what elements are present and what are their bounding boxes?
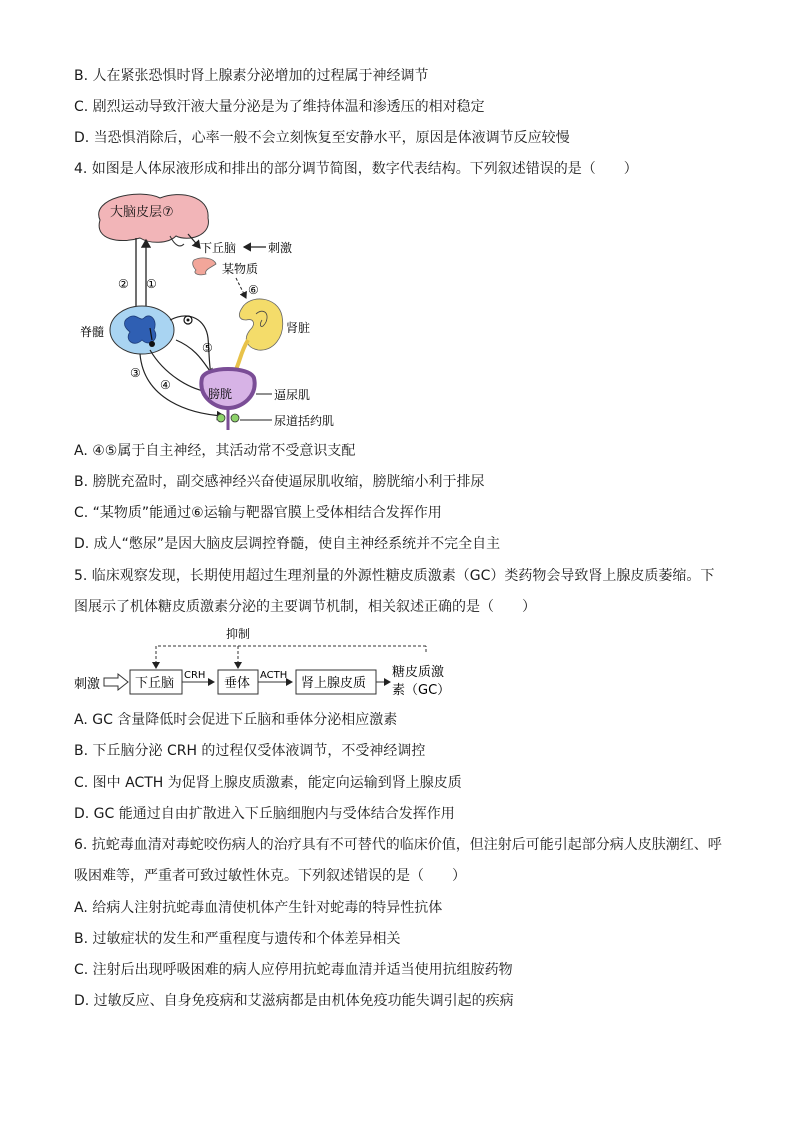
stimulus-label: 刺激 [74,677,101,692]
detrusor-label: 逼尿肌 [274,388,311,402]
q4-option-c: C. “某物质”能通过⑥运输与靶器官膜上受体相结合发挥作用 [74,505,442,521]
q6-option-b: B. 过敏症状的发生和严重程度与遗传和个体差异相关 [74,931,401,947]
q5-option-c: C. 图中 ACTH 为促肾上腺皮质激素，能定向运输到肾上腺皮质 [74,775,462,791]
num-6: ⑥ [248,283,259,297]
sphincter-right [231,414,239,422]
crh-label: CRH [184,670,206,681]
num-2: ② [118,277,129,291]
q5-option-a: A. GC 含量降低时会促进下丘脑和垂体分泌相应激素 [74,712,398,728]
pituitary-shape [193,258,216,275]
hollow-arrow [104,674,128,690]
bladder-label: 膀胱 [208,387,233,401]
urine-regulation-diagram [80,190,360,432]
q4-stem: 4. 如图是人体尿液形成和排出的部分调节简图，数字代表结构。下列叙述错误的是（ ） [74,161,638,177]
q5-option-b: B. 下丘脑分泌 CRH 的过程仅受体液调节，不受神经调控 [74,743,426,759]
q4-option-b: B. 膀胱充盈时，副交感神经兴奋使逼尿肌收缩，膀胱缩小利于排尿 [74,474,485,490]
q6-option-d: D. 过敏反应、自身免疫病和艾滋病都是由机体免疫功能失调引起的疾病 [74,993,514,1009]
kidney-label: 肾脏 [286,321,311,335]
acth-label: ACTH [260,670,288,681]
q6-option-c: C. 注射后出现呼吸困难的病人应停用抗蛇毒血清并适当使用抗组胺药物 [74,962,513,978]
num-5: ⑤ [202,341,213,355]
brain-label: 大脑皮层⑦ [110,205,174,220]
q5-stem-line1: 5. 临床观察发现，长期使用超过生理剂量的外源性糖皮质激素（GC）类药物会导致肾上腺皮质萎缩。下 [74,568,715,584]
sphincter-left [217,414,225,422]
q3-option-c: C. 剧烈运动导致汗液大量分泌是为了维持体温和渗透压的相对稳定 [74,99,485,115]
q3-option-d: D. 当恐惧消除后，心率一般不会立刻恢复至安静水平，原因是体液调节反应较慢 [74,130,570,146]
hypothalamus-label: 下丘脑 [200,241,237,255]
q3-option-b: B. 人在紧张恐惧时肾上腺素分泌增加的过程属于神经调节 [74,68,429,84]
stimulus-label: 刺激 [268,241,293,255]
hypothalamus-label: 下丘脑 [135,676,175,691]
spinal-label: 脊髓 [80,325,105,339]
q6-stem-line2: 吸困难等，严重者可致过敏性休克。下列叙述错误的是（ ） [74,868,466,884]
q6-stem-line1: 6. 抗蛇毒血清对毒蛇咬伤病人的治疗具有不可替代的临床价值，但注射后可能引起部分病人皮肤潮红、呼 [74,837,722,853]
num-4: ④ [160,378,171,392]
gc-regulation-diagram [74,624,454,706]
q4-option-d: D. 成人“憋尿”是因大脑皮层调控脊髓，使自主神经系统并不完全自主 [74,536,501,552]
gc-label-1: 糖皮质激 [392,665,445,680]
q5-stem-line2: 图展示了机体糖皮质激素分泌的主要调节机制，相关叙述正确的是（ ） [74,599,536,615]
q6-option-a: A. 给病人注射抗蛇毒血清使机体产生针对蛇毒的特异性抗体 [74,900,443,916]
gc-label-2: 素（GC） [392,683,451,698]
q4-option-a: A. ④⑤属于自主神经，其活动常不受意识支配 [74,443,356,459]
num-3: ③ [130,366,141,380]
num-1: ① [146,277,157,291]
adrenal-label: 肾上腺皮质 [301,676,367,691]
substance-label: 某物质 [222,262,259,276]
q5-option-d: D. GC 能通过自由扩散进入下丘脑细胞内与受体结合发挥作用 [74,806,455,822]
pituitary-label: 垂体 [224,676,251,691]
inhibit-label: 抑制 [226,627,251,641]
sphincter-label: 尿道括约肌 [274,414,335,428]
